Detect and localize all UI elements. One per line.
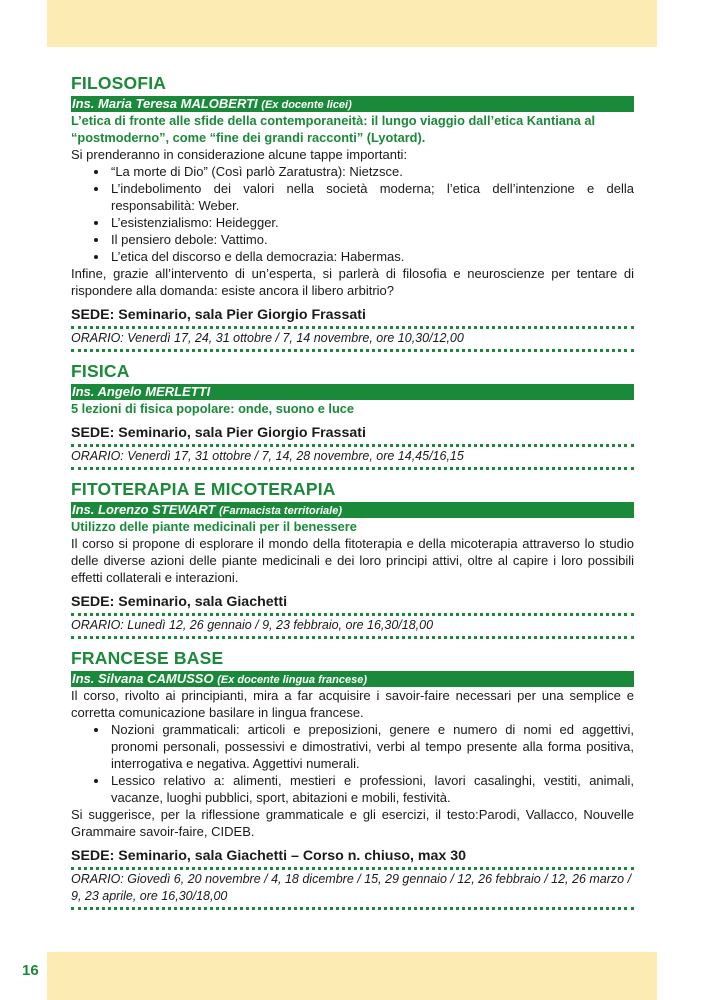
teacher-bar: [71, 502, 634, 518]
course-venue: SEDE: Seminario, sala Giachetti: [71, 593, 634, 616]
course-schedule: ORARIO: Venerdì 17, 31 ottobre / 7, 14, 28 novembre, ore 14,45/16,15: [71, 447, 634, 470]
list-item: • L’esistenzialismo: Heidegger.: [109, 214, 634, 231]
teacher-bar: [71, 671, 634, 687]
teacher-name: Ins. Maria Teresa MALOBERTI: [72, 96, 258, 111]
course-venue: SEDE: Seminario, sala Giachetti – Corso n. chiuso, max 30: [71, 847, 634, 870]
teacher-name: Ins. Silvana CAMUSSO: [72, 671, 214, 686]
course-schedule: ORARIO: Lunedì 12, 26 gennaio / 9, 23 febbraio, ore 16,30/18,00: [71, 616, 634, 639]
course-intro: Il corso, rivolto ai principianti, mira a far acquisire i savoir-faire necessari per una semplice e corretta comunicazione basilare in lingua francese.: [71, 688, 634, 720]
bullet-list: [71, 721, 634, 806]
course-venue: SEDE: Seminario, sala Pier Giorgio Frassati: [71, 306, 634, 329]
header-band: [47, 0, 657, 47]
bullet-list: [71, 163, 634, 265]
list-item: • Il pensiero debole: Vattimo.: [109, 231, 634, 248]
page-number: 16: [22, 962, 39, 979]
course-filosofia: [71, 72, 634, 352]
footer-band: [47, 952, 657, 1000]
course-title: FILOSOFIA: [71, 73, 167, 93]
course-intro: Si prenderanno in considerazione alcune tappe importanti:: [71, 147, 408, 162]
course-venue: SEDE: Seminario, sala Pier Giorgio Frassati: [71, 424, 634, 447]
teacher-name: Ins. Angelo MERLETTI: [72, 384, 211, 399]
course-title: FITOTERAPIA E MICOTERAPIA: [71, 479, 336, 499]
list-item: • Lessico relativo a: alimenti, mestieri e professioni, lavori casalinghi, vestiti, animali, vacanze, luoghi pubblici, sport, abitazioni e mobili, festività.: [109, 772, 634, 806]
course-francese: [71, 647, 634, 910]
teacher-note: (Ex docente licei): [261, 99, 352, 111]
course-outro: Si suggerisce, per la riflessione grammaticale e gli esercizi, il testo:Parodi, Vallacco, Nouvelle Grammaire savoir-faire, CIDEB.: [71, 807, 634, 839]
teacher-name: Ins. Lorenzo STEWART: [72, 502, 216, 517]
course-schedule: ORARIO: Giovedì 6, 20 novembre / 4, 18 dicembre / 15, 29 gennaio / 12, 26 febbraio / 12, 26 marzo / 9, 23 aprile, ore 16,30/18,00: [71, 870, 634, 910]
teacher-bar: [71, 96, 634, 112]
course-list: [71, 72, 634, 918]
course-outro: Infine, grazie all’intervento di un’esperta, si parlerà di filosofia e neuroscienze per tentare di rispondere alla domanda: esiste ancora il libero arbitrio?: [71, 266, 634, 298]
list-item: • L’etica del discorso e della democrazia: Habermas.: [109, 248, 634, 265]
course-title: FISICA: [71, 361, 130, 381]
teacher-note: (Farmacista territoriale): [219, 505, 343, 517]
course-subtitle: Utilizzo delle piante medicinali per il benessere: [71, 519, 357, 534]
teacher-bar: [71, 384, 634, 400]
list-item: • “La morte di Dio” (Così parlò Zaratustra): Nietzsce.: [109, 163, 634, 180]
course-intro: Il corso si propone di esplorare il mondo della fitoterapia e della micoterapia attraverso lo studio delle diverse azioni delle piante medicinali e dei loro principi attivi, oltre al capire i loro possibili effetti collaterali e interazioni.: [71, 536, 634, 585]
course-title: FRANCESE BASE: [71, 648, 224, 668]
course-subtitle: L’etica di fronte alle sfide della contemporaneità: il lungo viaggio dall’etica Kantiana al “postmoderno”, come “fine dei grandi racconti” (Lyotard).: [71, 113, 596, 145]
course-subtitle: 5 lezioni di fisica popolare: onde, suono e luce: [71, 401, 354, 416]
course-schedule: ORARIO: Venerdì 17, 24, 31 ottobre / 7, 14 novembre, ore 10,30/12,00: [71, 329, 634, 352]
list-item: • Nozioni grammaticali: articoli e preposizioni, genere e numero di nomi ed aggettivi, pronomi personali, possessivi e dimostrativi, verbi al tempo presente alla forma positiva, interrogativa e negativa. Aggettivi numerali.: [109, 721, 634, 772]
teacher-note: (Ex docente lingua francese): [217, 674, 367, 686]
course-fisica: [71, 360, 634, 470]
course-fitoterapia: [71, 478, 634, 639]
list-item: • L’indebolimento dei valori nella società moderna; l’etica dell’intenzione e della responsabilità: Weber.: [109, 180, 634, 214]
